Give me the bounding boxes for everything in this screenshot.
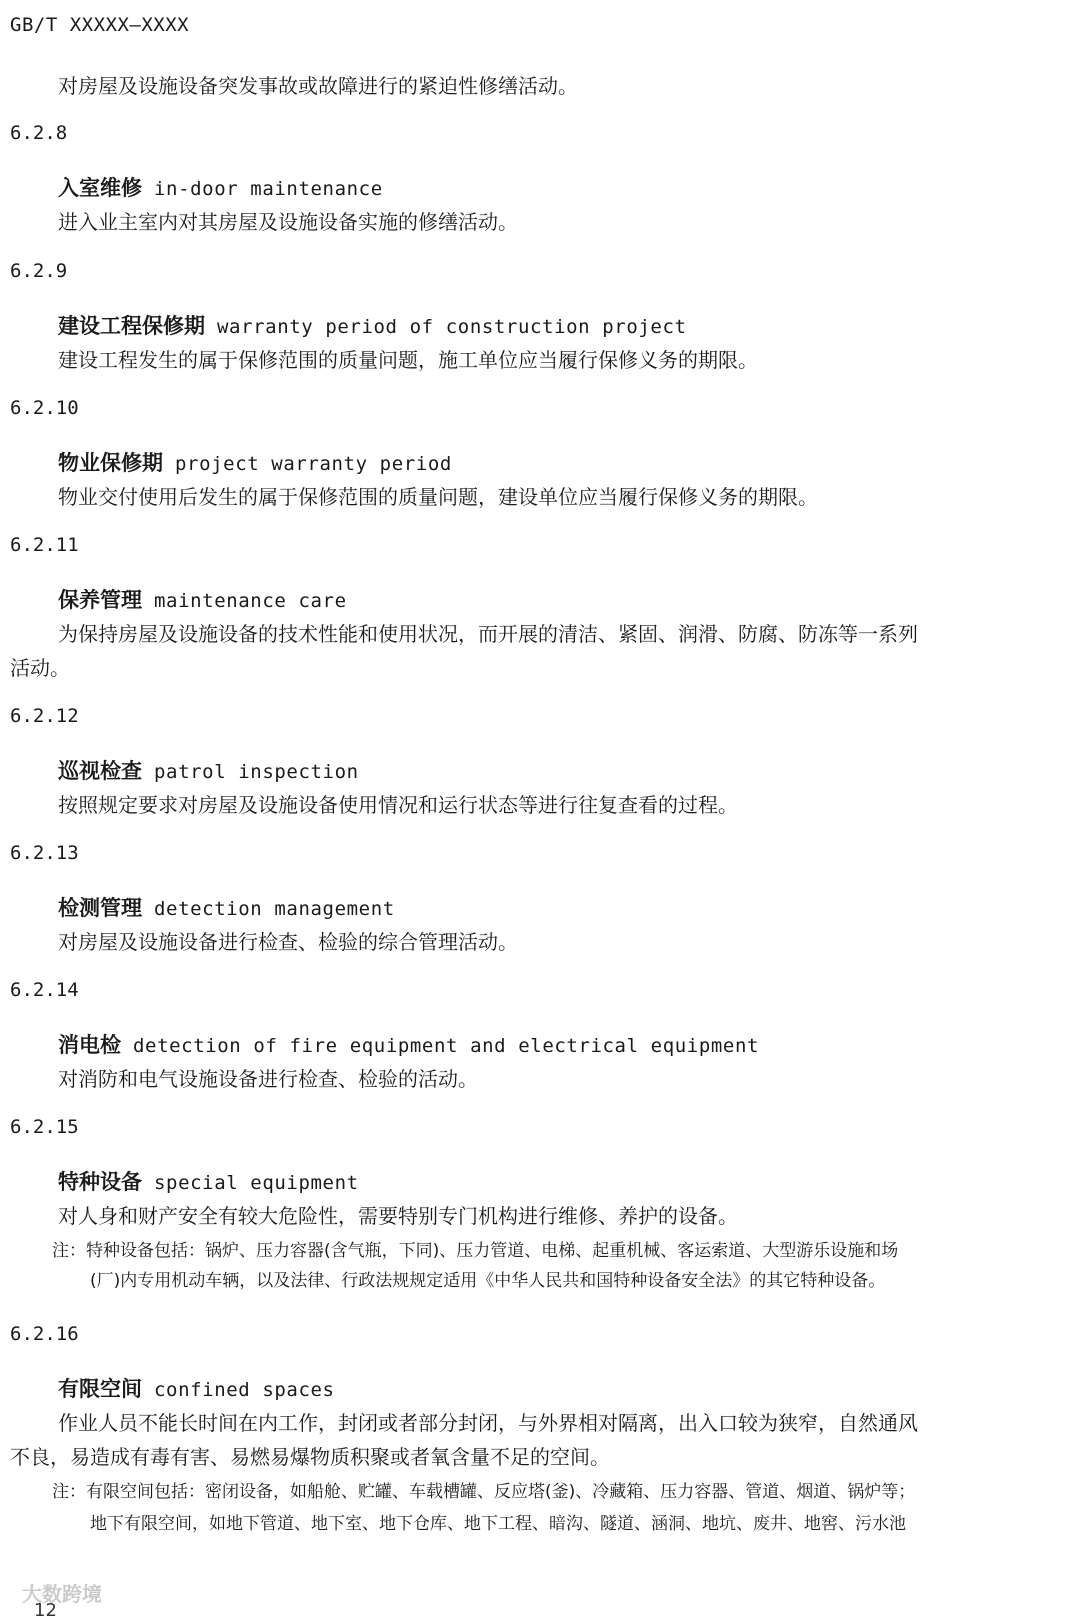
intro-definition: 对房屋及设施设备突发事故或故障进行的紧迫性修缮活动。	[58, 74, 578, 98]
term-definition: 对消防和电气设施设备进行检查、检验的活动。	[58, 1067, 478, 1091]
term-zh: 入室维修	[58, 176, 142, 200]
standard-code-header: GB/T XXXXX—XXXX	[10, 14, 190, 36]
section-number: 6.2.16	[10, 1323, 79, 1345]
term-definition: 对人身和财产安全有较大危险性，需要特别专门机构进行维修、养护的设备。	[58, 1204, 738, 1228]
term-zh: 保养管理	[58, 588, 142, 612]
term-en: warranty period of construction project	[217, 316, 687, 338]
term-definition: 进入业主室内对其房屋及设施设备实施的修缮活动。	[58, 210, 518, 234]
term-note-continued: 地下有限空间，如地下管道、地下室、地下仓库、地下工程、暗沟、隧道、涵洞、地坑、废井、地窖、污水池	[90, 1514, 906, 1534]
term-definition: 对房屋及设施设备进行检查、检验的综合管理活动。	[58, 930, 518, 954]
term-zh: 物业保修期	[58, 451, 163, 475]
term-definition: 为保持房屋及设施设备的技术性能和使用状况，而开展的清洁、紧固、润滑、防腐、防冻等一系列	[58, 622, 918, 646]
watermark-logo: 大数跨境	[22, 1582, 102, 1606]
section-number: 6.2.13	[10, 842, 79, 864]
section-number: 6.2.14	[10, 979, 79, 1001]
section-number: 6.2.11	[10, 534, 79, 556]
term-zh: 检测管理	[58, 896, 142, 920]
term-en: patrol inspection	[154, 761, 359, 783]
term-en: detection of fire equipment and electrical equipment	[133, 1035, 760, 1057]
term-heading	[58, 172, 383, 202]
term-heading	[58, 892, 395, 922]
term-en: in-door maintenance	[154, 178, 383, 200]
term-en: confined spaces	[154, 1379, 335, 1401]
section-number: 6.2.12	[10, 705, 79, 727]
term-heading	[58, 1373, 335, 1403]
term-en: detection management	[154, 898, 395, 920]
term-definition: 物业交付使用后发生的属于保修范围的质量问题，建设单位应当履行保修义务的期限。	[58, 485, 818, 509]
section-number: 6.2.15	[10, 1116, 79, 1138]
term-zh: 消电检	[58, 1033, 121, 1057]
term-heading	[58, 1029, 759, 1059]
term-heading	[58, 447, 452, 477]
term-zh: 建设工程保修期	[58, 314, 205, 338]
term-note-continued: (厂)内专用机动车辆，以及法律、行政法规规定适用《中华人民共和国特种设备安全法》的其它特种设备。	[90, 1271, 886, 1291]
page-number: 12	[34, 1600, 57, 1621]
section-number: 6.2.10	[10, 397, 79, 419]
section-number: 6.2.8	[10, 122, 68, 144]
term-definition: 建设工程发生的属于保修范围的质量问题，施工单位应当履行保修义务的期限。	[58, 348, 758, 372]
term-definition: 作业人员不能长时间在内工作，封闭或者部分封闭，与外界相对隔离，出入口较为狭窄，自然通风	[58, 1411, 918, 1435]
section-number: 6.2.9	[10, 260, 68, 282]
term-definition: 按照规定要求对房屋及设施设备使用情况和运行状态等进行往复查看的过程。	[58, 793, 738, 817]
term-zh: 有限空间	[58, 1377, 142, 1401]
term-note: 注：特种设备包括：锅炉、压力容器(含气瓶，下同)、压力管道、电梯、起重机械、客运索道、大型游乐设施和场	[52, 1241, 899, 1261]
term-definition-continued: 活动。	[10, 656, 70, 680]
term-en: special equipment	[154, 1172, 359, 1194]
term-en: maintenance care	[154, 590, 347, 612]
term-heading	[58, 1166, 359, 1196]
term-heading	[58, 755, 359, 785]
term-en: project warranty period	[175, 453, 452, 475]
term-heading	[58, 310, 687, 340]
term-zh: 巡视检查	[58, 759, 142, 783]
term-zh: 特种设备	[58, 1170, 142, 1194]
term-definition-continued: 不良，易造成有毒有害、易燃易爆物质积聚或者氧含量不足的空间。	[10, 1445, 610, 1469]
term-note: 注：有限空间包括：密闭设备，如船舱、贮罐、车载槽罐、反应塔(釜)、冷藏箱、压力容器、管道、烟道、锅炉等；	[52, 1482, 916, 1502]
term-heading	[58, 584, 347, 614]
